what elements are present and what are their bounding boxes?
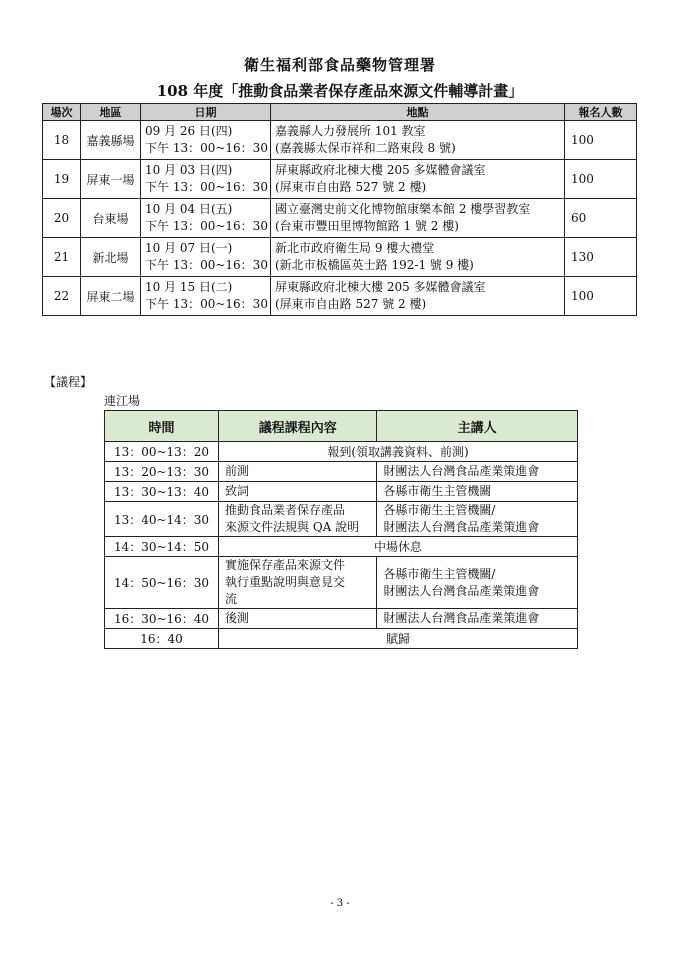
registrants-cell: 100 xyxy=(565,160,637,199)
speaker-line: 各縣市衛生主管機關/ xyxy=(383,503,496,517)
area-cell: 屏東二場 xyxy=(81,277,141,316)
venue-line: 新北市政府衛生局 9 樓大禮堂 xyxy=(275,241,435,255)
col-header-session: 場次 xyxy=(43,104,81,121)
date-cell xyxy=(141,121,271,160)
content-line: 來源文件法規與 QA 說明 xyxy=(225,520,360,534)
venue-line: 國立臺灣史前文化博物館康樂本館 2 樓學習教室 xyxy=(275,202,531,216)
agenda-row xyxy=(105,442,578,462)
content-cell: 前測 xyxy=(219,462,377,482)
speaker-line: 財團法人台灣食品產業策進會 xyxy=(383,583,540,598)
location-cell xyxy=(271,199,565,238)
location-cell xyxy=(271,160,565,199)
speaker-cell xyxy=(377,502,578,537)
agenda-row xyxy=(105,557,578,609)
col-header-area: 地區 xyxy=(81,104,141,121)
agenda-table xyxy=(104,410,578,649)
merged-cell: 賦歸 xyxy=(219,629,578,649)
agenda-row xyxy=(105,609,578,629)
time-line: 下午 13：00~16：30 xyxy=(145,141,268,155)
merged-cell: 報到(領取講義資料、前測) xyxy=(219,442,578,462)
venue-label: 連江場 xyxy=(104,394,141,408)
agenda-row xyxy=(105,462,578,482)
col-header-date: 日期 xyxy=(141,104,271,121)
date-line: 10 月 04 日(五) xyxy=(145,202,233,216)
agenda-row xyxy=(105,482,578,502)
speaker-cell: 各縣市衛生主管機關 xyxy=(377,482,578,502)
organization-title: 衛生福利部食品藥物管理署 xyxy=(243,56,436,74)
time-cell: 16：30~16：40 xyxy=(105,609,219,629)
content-cell: 致詞 xyxy=(219,482,377,502)
time-cell: 13：00~13：20 xyxy=(105,442,219,462)
table-row xyxy=(43,277,637,316)
table-row xyxy=(43,121,637,160)
agenda-row xyxy=(105,502,578,537)
registrants-cell: 100 xyxy=(565,277,637,316)
time-cell: 16：40 xyxy=(105,629,219,649)
content-line: 實施保存產品來源文件 xyxy=(225,558,346,572)
speaker-cell: 財團法人台灣食品產業策進會 xyxy=(377,462,578,482)
content-line: 流 xyxy=(225,592,238,606)
col-header-speaker: 主講人 xyxy=(377,411,578,442)
agenda-row xyxy=(105,629,578,649)
time-line: 下午 13：00~16：30 xyxy=(145,297,268,311)
time-line: 下午 13：00~16：30 xyxy=(145,180,268,194)
location-cell xyxy=(271,121,565,160)
speaker-line: 各縣市衛生主管機關/ xyxy=(383,566,496,581)
col-header-location: 地點 xyxy=(271,104,565,121)
address-line: (新北市板橋區英士路 192-1 號 9 樓) xyxy=(275,258,474,272)
time-cell: 14：50~16：30 xyxy=(105,557,219,609)
date-line: 10 月 07 日(一) xyxy=(145,241,233,255)
registrants-cell: 60 xyxy=(565,199,637,238)
date-cell xyxy=(141,199,271,238)
date-cell xyxy=(141,238,271,277)
content-line: 執行重點說明與意見交 xyxy=(225,575,346,589)
content-cell: 後測 xyxy=(219,609,377,629)
session-cell: 20 xyxy=(43,199,81,238)
address-line: (屏東市自由路 527 號 2 樓) xyxy=(275,297,427,311)
agenda-header-row xyxy=(105,411,578,442)
merged-cell: 中場休息 xyxy=(219,537,578,557)
area-cell: 屏東一場 xyxy=(81,160,141,199)
speaker-cell: 財團法人台灣食品產業策進會 xyxy=(377,609,578,629)
session-cell: 22 xyxy=(43,277,81,316)
speaker-line: 財團法人台灣食品產業策進會 xyxy=(383,520,540,534)
content-cell xyxy=(219,557,377,609)
session-cell: 21 xyxy=(43,238,81,277)
registrants-cell: 100 xyxy=(565,121,637,160)
page-number: - 3 - xyxy=(330,898,350,909)
location-cell xyxy=(271,277,565,316)
date-line: 09 月 26 日(四) xyxy=(145,124,233,138)
schedule-table xyxy=(42,103,637,316)
venue-line: 嘉義縣人力發展所 101 教室 xyxy=(275,124,426,138)
table-row xyxy=(43,160,637,199)
speaker-cell xyxy=(377,557,578,609)
venue-line: 屏東縣政府北棟大樓 205 多媒體會議室 xyxy=(275,163,486,177)
location-cell xyxy=(271,238,565,277)
venue-line: 屏東縣政府北棟大樓 205 多媒體會議室 xyxy=(275,280,486,294)
date-cell xyxy=(141,160,271,199)
content-cell xyxy=(219,502,377,537)
area-cell: 嘉義縣場 xyxy=(81,121,141,160)
session-cell: 19 xyxy=(43,160,81,199)
time-line: 下午 13：00~16：30 xyxy=(145,219,268,233)
schedule-header-row xyxy=(43,104,637,121)
time-cell: 13：20~13：30 xyxy=(105,462,219,482)
time-line: 下午 13：00~16：30 xyxy=(145,258,268,272)
area-cell: 新北場 xyxy=(81,238,141,277)
col-header-time: 時間 xyxy=(105,411,219,442)
address-line: (嘉義縣太保市祥和二路東段 8 號) xyxy=(275,141,456,155)
agenda-section-label: 【議程】 xyxy=(44,375,93,389)
table-row xyxy=(43,238,637,277)
content-line: 推動食品業者保存產品 xyxy=(225,503,346,517)
registrants-cell: 130 xyxy=(565,238,637,277)
address-line: (屏東市自由路 527 號 2 樓) xyxy=(275,180,427,194)
area-cell: 台東場 xyxy=(81,199,141,238)
col-header-registrants: 報名人數 xyxy=(565,104,637,121)
table-row xyxy=(43,199,637,238)
date-line: 10 月 03 日(四) xyxy=(145,163,233,177)
col-header-content: 議程課程內容 xyxy=(219,411,377,442)
date-line: 10 月 15 日(二) xyxy=(145,280,233,294)
time-cell: 13：40~14：30 xyxy=(105,502,219,537)
time-cell: 14：30~14：50 xyxy=(105,537,219,557)
plan-title: 108 年度「推動食品業者保存產品來源文件輔導計畫」 xyxy=(156,82,524,100)
time-cell: 13：30~13：40 xyxy=(105,482,219,502)
date-cell xyxy=(141,277,271,316)
address-line: (台東市豐田里博物館路 1 號 2 樓) xyxy=(275,219,459,233)
agenda-row xyxy=(105,537,578,557)
session-cell: 18 xyxy=(43,121,81,160)
